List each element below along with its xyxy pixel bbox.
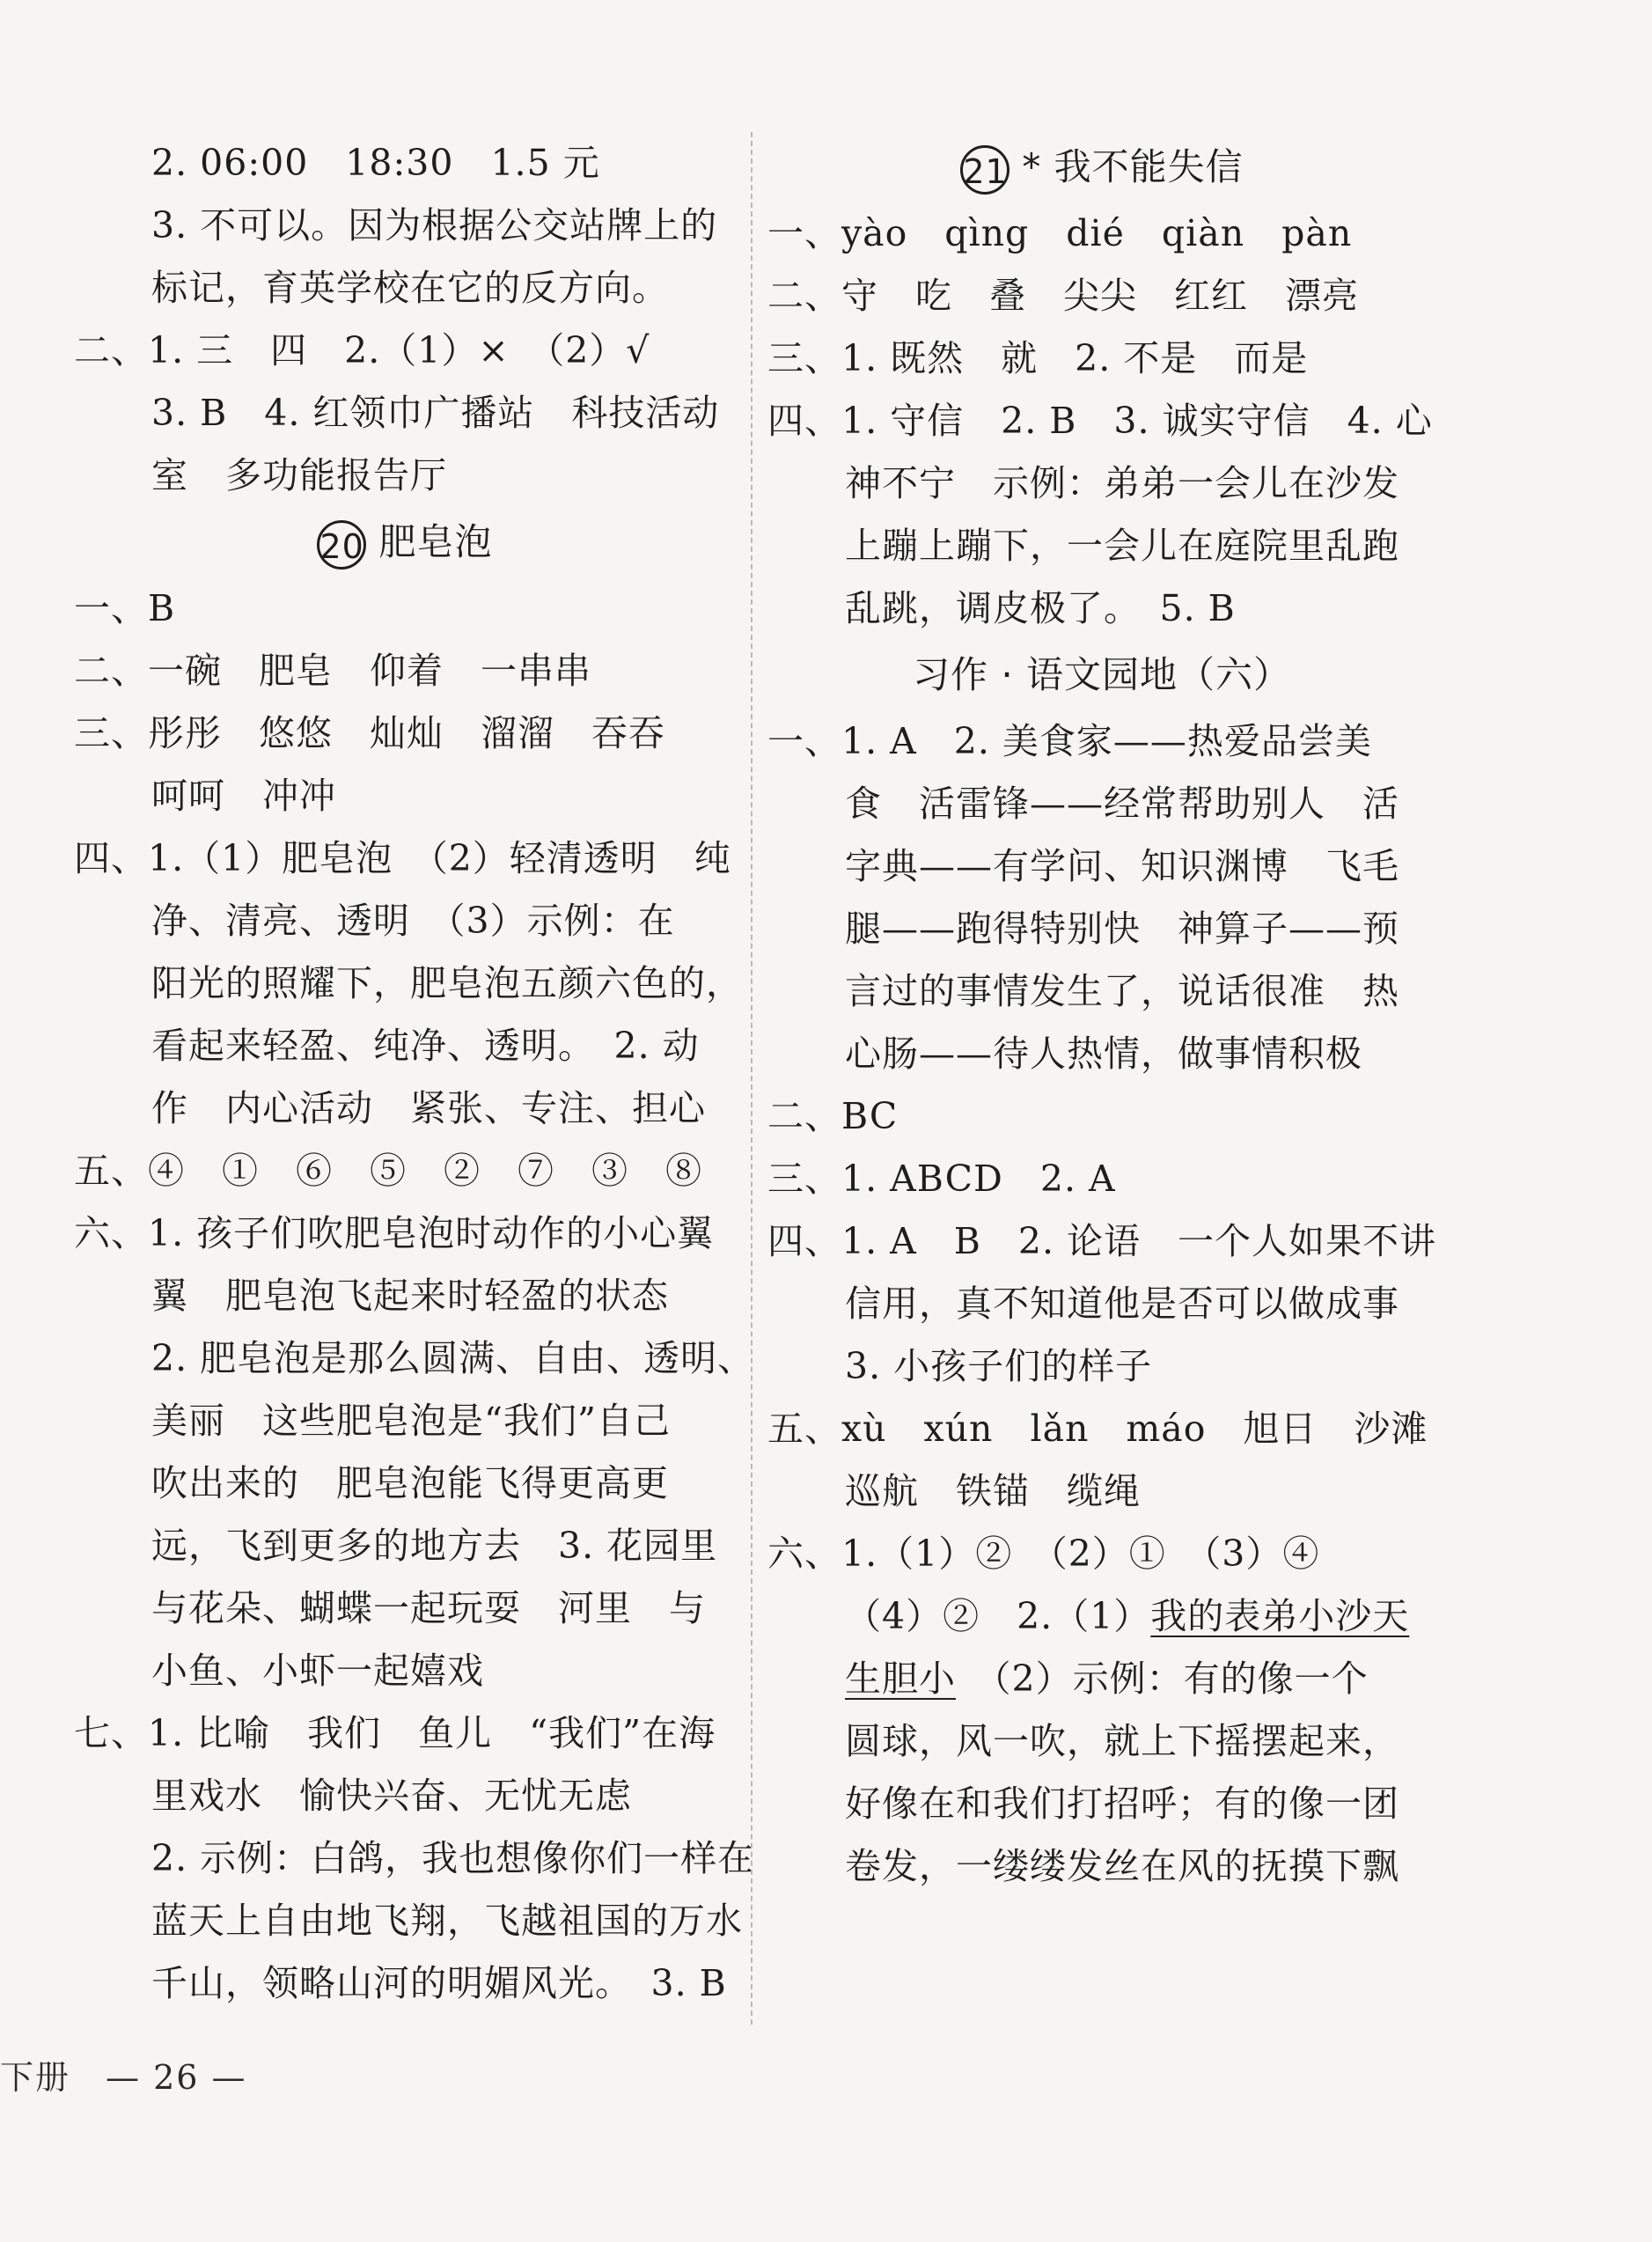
- answer-line: 卷发，一缕缕发丝在风的抚摸下飘: [845, 1845, 1399, 1887]
- answer-line: 三、1. 既然 就 2. 不是 而是: [767, 337, 1309, 379]
- answer-line: 四、1.（1）肥皂泡 （2）轻清透明 纯: [74, 837, 731, 879]
- answer-line: 2. 06:00 18:30 1.5 元: [151, 142, 600, 184]
- answer-line: 一、B: [74, 587, 176, 629]
- lesson-title: 肥皂泡: [378, 520, 493, 563]
- answer-line: 标记，育英学校在它的反方向。: [151, 267, 669, 309]
- answer-line: 七、1. 比喻 我们 鱼儿 “我们”在海: [74, 1712, 716, 1754]
- lesson-number-badge: 21: [960, 145, 1010, 195]
- answer-line: 3. B 4. 红领巾广播站 科技活动: [151, 392, 720, 434]
- answer-line: 一、yào qìng dié qiàn pàn: [767, 212, 1353, 254]
- underlined-answer: 我的表弟小沙天: [1150, 1595, 1410, 1637]
- answer-line: 蓝天上自由地飞翔，飞越祖国的万水: [151, 1900, 743, 1942]
- answer-line: 食 活雷锋——经常帮助别人 活: [845, 783, 1399, 825]
- answer-line: [767, 1585, 1436, 1648]
- right-column: [767, 132, 1436, 1898]
- answer-line: 二、守 吃 叠 尖尖 红红 漂亮: [767, 275, 1359, 317]
- answer-line: 与花朵、蝴蝶一起玩耍 河里 与: [151, 1587, 706, 1629]
- column-divider: [751, 132, 753, 2025]
- answer-line: 六、1. 孩子们吹肥皂泡时动作的小心翼: [74, 1212, 715, 1254]
- answer-line: 阳光的照耀下，肥皂泡五颜六色的，: [151, 962, 743, 1004]
- answer-line: 一、1. A 2. 美食家——热爱品尝美: [767, 720, 1372, 762]
- answer-line: 2. 肥皂泡是那么圆满、自由、透明、: [151, 1337, 755, 1379]
- answer-line: 四、1. A B 2. 论语 一个人如果不讲: [767, 1220, 1437, 1262]
- answer-line: 净、清亮、透明 （3）示例：在: [151, 900, 675, 942]
- answer-line: 信用，真不知道他是否可以做成事: [845, 1283, 1399, 1325]
- lesson-21-heading: [767, 132, 1436, 202]
- answer-line: 2. 示例：白鸽，我也想像你们一样在: [151, 1837, 755, 1879]
- answer-line: 五、④ ① ⑥ ⑤ ② ⑦ ③ ⑧: [74, 1150, 702, 1192]
- underlined-answer: 生胆小: [845, 1658, 956, 1700]
- lesson-number-badge: 20: [317, 520, 366, 570]
- answer-line: 作 内心活动 紧张、专注、担心: [151, 1087, 706, 1129]
- page-footer: 下册 — 26 —: [0, 2058, 247, 2097]
- answer-line: 吹出来的 肥皂泡能飞得更高更: [151, 1462, 669, 1504]
- left-answers-top: [74, 132, 736, 507]
- answer-line: 字典——有学问、知识渊博 飞毛: [845, 845, 1399, 887]
- right-answers-b: [767, 710, 1436, 1585]
- answer-line: 小鱼、小虾一起嬉戏: [151, 1650, 484, 1692]
- lesson-star: *: [1022, 145, 1042, 188]
- answer-line: 室 多功能报告厅: [151, 454, 447, 496]
- answer-line: 心肠——待人热情，做事情积极: [845, 1033, 1362, 1075]
- answer-line: 远，飞到更多的地方去 3. 花园里: [151, 1525, 718, 1567]
- right-answers-a: [767, 202, 1436, 640]
- answer-line: 里戏水 愉快兴奋、无忧无虑: [151, 1775, 632, 1817]
- answer-line: 圆球，风一吹，就上下摇摆起来，: [845, 1720, 1399, 1762]
- answer-line: 腿——跑得特别快 神算子——预: [845, 908, 1399, 950]
- answer-line: 看起来轻盈、纯净、透明。 2. 动: [151, 1025, 700, 1067]
- answer-line: [767, 1648, 1436, 1710]
- answer-line: 二、BC: [767, 1095, 899, 1137]
- answer-line: 六、1.（1）② （2）① （3）④: [767, 1533, 1320, 1575]
- section-heading: 习作 · 语文园地（六）: [912, 653, 1292, 696]
- answer-line: 美丽 这些肥皂泡是“我们”自己: [151, 1400, 671, 1442]
- lesson-20-heading: [74, 507, 736, 577]
- answer-line: 乱跳，调皮极了。 5. B: [845, 587, 1236, 629]
- answer-line: 千山，领略山河的明媚风光。 3. B: [151, 1962, 727, 2004]
- answer-text: （2）示例：有的像一个: [956, 1658, 1369, 1700]
- answer-line: 五、xù xún lǎn máo 旭日 沙滩: [767, 1408, 1428, 1450]
- right-answers-c: [767, 1710, 1436, 1898]
- answer-line: 二、1. 三 四 2.（1）× （2）√: [74, 329, 650, 371]
- answer-line: 翼 肥皂泡飞起来时轻盈的状态: [151, 1275, 669, 1317]
- answer-line: 二、一碗 肥皂 仰着 一串串: [74, 650, 591, 692]
- answer-line: 神不宁 示例：弟弟一会儿在沙发: [845, 462, 1399, 504]
- left-column: [74, 132, 755, 2015]
- answer-line: 3. 不可以。因为根据公交站牌上的: [151, 204, 718, 246]
- answer-line: 好像在和我们打招呼；有的像一团: [845, 1783, 1399, 1825]
- lesson-title: 我不能失信: [1054, 145, 1244, 188]
- answer-line: 言过的事情发生了，说话很准 热: [845, 970, 1399, 1012]
- answer-line: 三、1. ABCD 2. A: [767, 1158, 1116, 1200]
- answer-line: 3. 小孩子们的样子: [845, 1345, 1153, 1387]
- left-answers-bottom: [74, 577, 755, 2015]
- answer-line: 巡航 铁锚 缆绳: [845, 1470, 1141, 1512]
- answer-text: （4）② 2.（1）: [845, 1595, 1151, 1637]
- answer-line: 三、彤彤 悠悠 灿灿 溜溜 吞吞: [74, 712, 665, 754]
- answer-line: 上蹦上蹦下，一会儿在庭院里乱跑: [845, 525, 1399, 567]
- answer-line: 呵呵 冲冲: [151, 775, 336, 817]
- answer-line: 四、1. 守信 2. B 3. 诚实守信 4. 心: [767, 400, 1433, 442]
